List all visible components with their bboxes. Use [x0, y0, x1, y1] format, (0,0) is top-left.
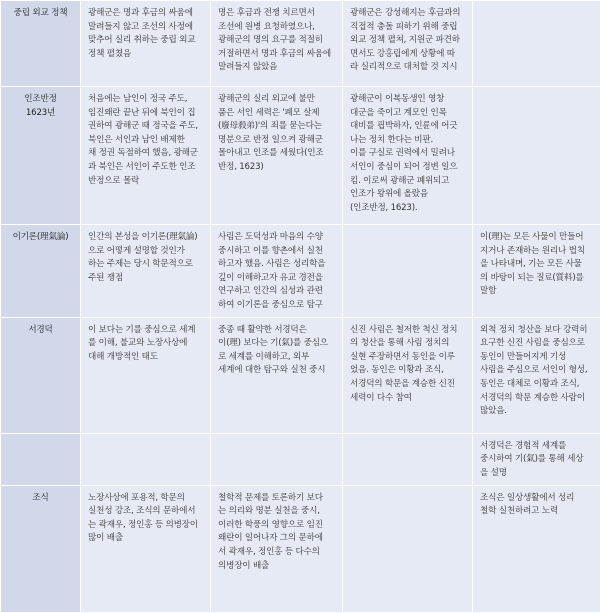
row-header — [1, 485, 81, 612]
cell-text-line: 서경덕의 학문 계승한 사람이 — [480, 392, 593, 406]
cell-text-line: 로 세계를 이해하고, 외부 — [218, 351, 335, 365]
cell-text-line: 중종 때 활약한 서경덕은 — [218, 324, 335, 338]
cell-text-line: 이 보다는 기를 중심으로 세계 — [88, 324, 203, 338]
cell-text-line: 철학 실천하려고 노력 — [480, 505, 593, 519]
cell-text-line: 실현 주장하면서 동인을 이루 — [350, 351, 465, 365]
table-cell — [343, 87, 473, 225]
row-header-text: 이기론(理氣論) — [8, 231, 73, 245]
cell-text-line: 광해군이 이복동생인 영창 — [350, 93, 465, 107]
cell-text-line: 지거나 존재하는 원리나 법칙 — [480, 245, 593, 259]
row-header-text: 중립 외교 정책 — [8, 7, 73, 21]
cell-text-line: 의 청산을 통해 사림 정치의 — [350, 337, 465, 351]
cell-text-line: 의 바탕이 되는 질료(質料)를 — [480, 272, 593, 286]
cell-text-line: 하여 이기론을 중심으로 탐구 — [218, 299, 335, 313]
cell-text-line: 임진왜란 끝난 뒤에 북인이 집 — [88, 107, 203, 121]
table-cell — [473, 317, 600, 433]
cell-text-line: 동인은 대체로 이황과 조식, — [480, 378, 593, 392]
cell-text-line: 말함 — [480, 285, 593, 299]
row-header-text: 조식 — [8, 492, 73, 506]
cell-text-line: 광해군은 명과 후금의 싸움에 — [88, 7, 203, 21]
cell-text-line: 노장사상에 포용적, 학문의 — [88, 492, 203, 506]
cell-text-line: 서인이 중심이 되어 정변 일으 — [350, 161, 465, 175]
cell-text-line: 많이 배출 — [88, 532, 203, 546]
cell-text-line: 광해군의 명의 요구를 적절히 — [218, 34, 335, 48]
cell-text-line: 북인은 서인과 남인 배제한 — [88, 134, 203, 148]
cell-text-line: 면서도 강홍립에게 상황에 따 — [350, 48, 465, 62]
cell-text-line: 서경덕의 학문을 계승한 신진 — [350, 378, 465, 392]
cell-text-line: 권하여 광해군 때 정국을 주도, — [88, 120, 203, 134]
table-cell — [473, 87, 600, 225]
table-row — [1, 87, 600, 225]
cell-text-line: 직접적 충돌 피하기 위해 중립 — [350, 21, 465, 35]
table-row — [1, 433, 600, 485]
cell-text-line: 서경덕은 경험적 세계를 — [480, 440, 593, 454]
table-cell — [211, 87, 343, 225]
table-row — [1, 225, 600, 318]
table-cell — [211, 1, 343, 87]
table-cell — [473, 1, 600, 87]
cell-text-line: 사림은 도덕성과 마음의 수양 — [218, 231, 335, 245]
cell-text-line: 광해군은 강성해지는 후금과의 — [350, 7, 465, 21]
cell-text-line: 명분으로 반정 일으켜 광해군 — [218, 134, 335, 148]
table-cell — [343, 225, 473, 318]
table-cell — [343, 485, 473, 612]
cell-text-line: 의병장이 배출 — [218, 560, 335, 574]
cell-text-line: 주된 쟁점 — [88, 272, 203, 286]
cell-text-line: 반정으로 몰락 — [88, 175, 203, 189]
table-cell — [343, 433, 473, 485]
cell-text-line: 인조가 왕위에 올랐음 — [350, 188, 465, 202]
table-cell — [473, 225, 600, 318]
cell-text-line: 과 북인은 서인이 주도한 인조 — [88, 161, 203, 175]
cell-text-line: 으로 어떻게 설명할 것인가 — [88, 245, 203, 259]
cell-text-line: 광해군의 실리 외교에 불만 — [218, 93, 335, 107]
row-header-text: 1623년 — [8, 107, 73, 121]
table-cell — [81, 1, 211, 87]
cell-text-line: 나는 정치 한다는 비판. — [350, 134, 465, 148]
cell-text-line: 을 나타내며, 기는 모든 사물 — [480, 258, 593, 272]
cell-text-line: 철학적 문제를 토론하기 보다 — [218, 492, 335, 506]
cell-text-line: 처음에는 남인이 정국 주도, — [88, 93, 203, 107]
cell-text-line: 정책 펼쳤음 — [88, 48, 203, 62]
cell-text-line: 외척 정치 청산을 보다 강력히 — [480, 324, 593, 338]
cell-text-line: 반정, 1623) — [218, 161, 335, 175]
table-cell — [211, 433, 343, 485]
cell-text-line: 외교 정책 펼쳐, 지원군 파견하 — [350, 34, 465, 48]
table-row — [1, 317, 600, 433]
cell-text-line: 인간의 본성을 이기론(理氣論) — [88, 231, 203, 245]
cell-text-line: 세계에 대한 탐구와 실천 중시 — [218, 364, 335, 378]
cell-text-line: 하는 주제는 당시 학문적으로 — [88, 258, 203, 272]
cell-text-line: 조선에 원병 요청하였으나, — [218, 21, 335, 35]
cell-text-line: 채 정권 독점하여 했음, 광해군 — [88, 147, 203, 161]
row-header — [1, 225, 81, 318]
cell-text-line: 품은 서인 세력은 '폐모 살제 — [218, 107, 335, 121]
cell-text-line: 연구하고 인간의 심성과 관련 — [218, 285, 335, 299]
cell-text-line: 맞추어 실리 취하는 중립 외교 — [88, 34, 203, 48]
row-header-text: 서경덕 — [8, 324, 73, 338]
row-header — [1, 317, 81, 433]
table-cell — [81, 433, 211, 485]
table-cell — [81, 485, 211, 612]
cell-text-line: 몰아내고 인조를 세웠다(인조 — [218, 147, 335, 161]
table-cell — [343, 317, 473, 433]
table-cell — [473, 485, 600, 612]
cell-text-line: 이(理)는 모든 사물이 만들어 — [480, 231, 593, 245]
row-header — [1, 433, 81, 485]
cell-text-line: 는 곽재우, 정인홍 등 의병장이 — [88, 519, 203, 533]
cell-text-line: 실천성 강조, 조식의 문하에서 — [88, 505, 203, 519]
row-header — [1, 87, 81, 225]
cell-text-line: (廢母殺弟)'의 죄를 묻는다는 — [218, 120, 335, 134]
cell-text-line: 는 의리와 명분 실천을 중시, — [218, 505, 335, 519]
table-cell — [81, 87, 211, 225]
cell-text-line: 이러한 학풍의 영향으로 임진 — [218, 519, 335, 533]
table-cell — [211, 225, 343, 318]
cell-text-line: 이를 구실로 권력에서 밀려나 — [350, 147, 465, 161]
cell-text-line: 말려들지 않았음 — [218, 61, 335, 75]
table-cell — [211, 317, 343, 433]
cell-text-line: 신진 사림은 철저한 척신 정치 — [350, 324, 465, 338]
cell-text-line: 명은 후금과 전쟁 치르면서 — [218, 7, 335, 21]
cell-text-line: 대비를 핍박하자, 인륜에 어긋 — [350, 120, 465, 134]
cell-text-line: 중시하고 이를 향촌에서 실천 — [218, 245, 335, 259]
cell-text-line: 거절하면서 명과 후금의 싸움에 — [218, 48, 335, 62]
cell-text-line: 세력이 다수 참여 — [350, 392, 465, 406]
table-body — [1, 1, 600, 613]
table-cell — [81, 225, 211, 318]
cell-text-line: 서 곽재우, 정인홍 등 다수의 — [218, 546, 335, 560]
cell-text-line: 깊이 이해하고자 유교 경전을 — [218, 272, 335, 286]
table-row — [1, 1, 600, 87]
cell-text-line: 조식은 일상생활에서 성리 — [480, 492, 593, 506]
table-cell — [343, 1, 473, 87]
cell-text-line: 를 이해, 불교와 노장사상에 — [88, 337, 203, 351]
table-row — [1, 485, 600, 612]
cell-text-line: 말려들지 않고 조선의 사정에 — [88, 21, 203, 35]
cell-text-line: 킴. 이로써 광해군 폐위되고 — [350, 175, 465, 189]
cell-text-line: 요구한 신진 사림을 중심으로 — [480, 337, 593, 351]
cell-text-line: (인조반정, 1623). — [350, 202, 465, 216]
cell-text-line: 하고자 했음. 사림은 성리학을 — [218, 258, 335, 272]
cell-text-line: 많았음. — [480, 405, 593, 419]
table-cell — [81, 317, 211, 433]
table-cell — [473, 433, 600, 485]
cell-text-line: 사림을 주심으로 서인이 형성, — [480, 364, 593, 378]
cell-text-line: 대해 개방적인 태도 — [88, 351, 203, 365]
cell-text-line: 동인이 만들어지게 기성 — [480, 351, 593, 365]
row-header — [1, 1, 81, 87]
table-cell — [211, 485, 343, 612]
cell-text-line: 왜란이 일어나자 그의 문하에 — [218, 532, 335, 546]
cell-text-line: 대군을 죽이고 계모인 인목 — [350, 107, 465, 121]
cell-text-line: 이(理) 보다는 기(氣)를 중심으 — [218, 337, 335, 351]
cell-text-line: 라 실리적으로 대처할 것 지시 — [350, 61, 465, 75]
cell-text-line: 중시하여 기(氣)를 통해 세상 — [480, 453, 593, 467]
cell-text-line: 을 설명 — [480, 467, 593, 481]
cell-text-line: 었음. 동인은 이황과 조식, — [350, 364, 465, 378]
row-header-text: 인조반정 — [8, 93, 73, 107]
